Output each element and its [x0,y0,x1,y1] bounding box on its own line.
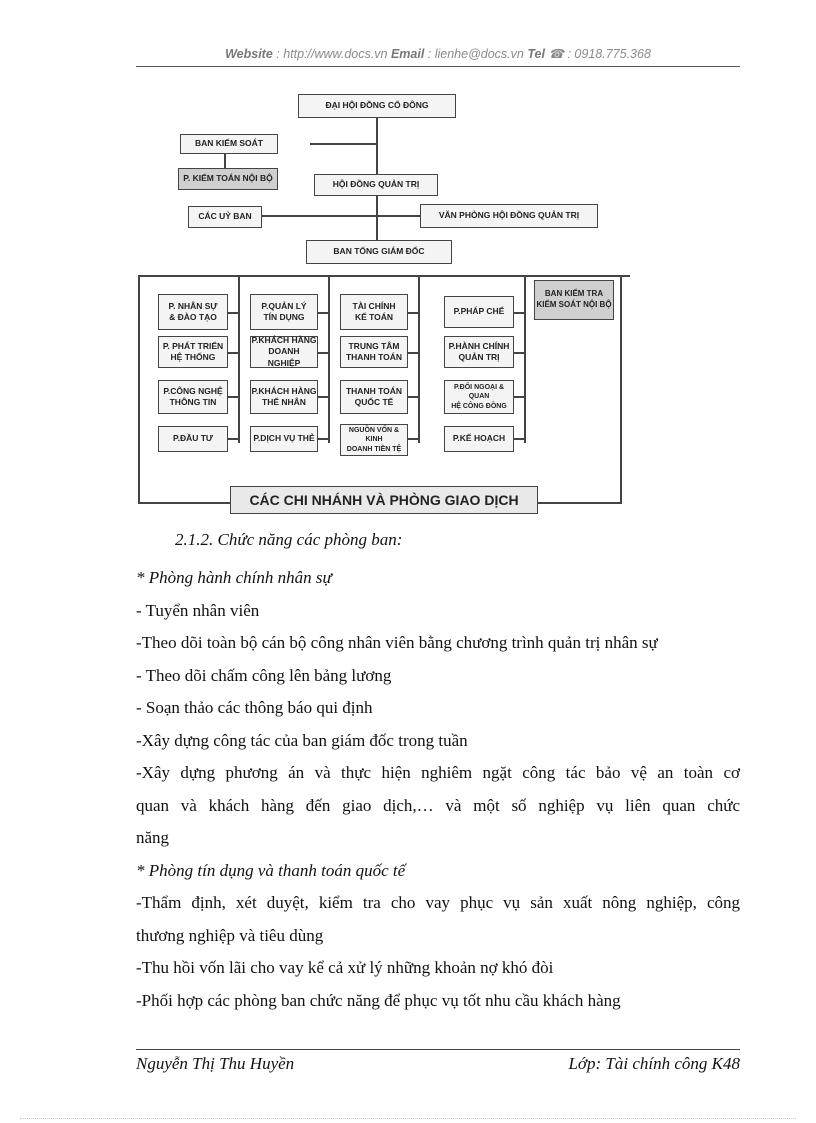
frame-bottom-right [538,502,622,504]
tick [408,396,420,398]
tick [514,396,526,398]
box-phap-che: P.PHÁP CHẾ [444,296,514,328]
footer-author: Nguyễn Thị Thu Huyền [136,1054,295,1073]
box-dhdcd: ĐẠI HỘI ĐỒNG CỔ ĐÔNG [298,94,456,118]
para: -Thẩm định, xét duyệt, kiểm tra cho vay phục vụ sản xuất nông nghiệp, công [136,893,740,912]
tick [514,312,526,314]
box-quan-ly-tin-dung: P.QUẢN LÝ TÍN DỤNG [250,294,318,330]
tick [408,438,420,440]
para: -Thu hồi vốn lãi cho vay kể cả xử lý những khoản nợ khó đòi [136,958,554,977]
tick [228,312,240,314]
frame-right [620,275,622,503]
page-header [136,46,740,61]
para: thương nghiệp và tiêu dùng [136,925,324,945]
col3-line [418,275,420,443]
box-van-phong-hdqt: VĂN PHÒNG HỘI ĐỒNG QUẢN TRỊ [420,204,598,228]
website-label: Website [225,47,273,61]
para: quan và khách hàng đến giao dịch,… và một số nghiệp vụ liên quan chức [136,795,740,815]
page-edge [20,1118,796,1119]
box-ke-hoach: P.KẾ HOẠCH [444,426,514,452]
col4-line [524,275,526,443]
tel-value: ☎ : 0918.775.368 [548,47,651,61]
email-label: Email [390,47,425,61]
box-khach-hang-the-nhan: P.KHÁCH HÀNG THỂ NHÂN [250,380,318,414]
frame-bottom-left [138,502,230,504]
box-thanh-toan-quoc-te: THANH TOÁN QUỐC TẾ [340,380,408,414]
tel-label: Tel [527,47,545,61]
box-nhan-su: P. NHÂN SỰ & ĐÀO TẠO [158,294,228,330]
website-value: : http://www.docs.vn [276,47,388,61]
box-cac-uy-ban: CÁC UỶ BAN [188,206,262,228]
tick [514,438,526,440]
footer-rule [136,1049,740,1050]
box-ban-kiem-tra: BAN KIỂM TRA KIỂM SOÁT NỘI BỘ [534,280,614,320]
connector-ktnb [224,153,226,169]
para: - Theo dõi chấm công lên bảng lương [136,665,392,685]
tick [228,396,240,398]
tick [408,312,420,314]
box-khach-hang-doanh-nghiep: P.KHÁCH HÀNG DOANH NGHIỆP [251,334,317,368]
box-nguon-von: NGUỒN VỐN & KINH DOANH TIỀN TỆ [340,424,408,456]
box-ban-tong-giam-doc: BAN TỔNG GIÁM ĐỐC [306,240,452,264]
para-heading-tindung: * Phòng tín dụng và thanh toán quốc tế [136,860,406,880]
box-doi-ngoai: P.ĐỐI NGOẠI & QUAN HỆ CÔNG ĐỒNG [444,380,514,414]
tick [318,438,330,440]
connector-bks [310,143,377,145]
section-title: 2.1.2. Chức năng các phòng ban: [175,530,403,549]
header-rule [136,66,740,67]
email-value: : lienhe@docs.vn [427,47,524,61]
col2-line [328,275,330,443]
tick [514,352,526,354]
para-heading-hcns: * Phòng hành chính nhân sự [136,568,332,587]
box-dich-vu-the: P.DỊCH VỤ THẺ [250,426,318,452]
tick [228,438,240,440]
tick [228,352,240,354]
box-trung-tam-thanh-toan: TRUNG TÂM THANH TOÁN [340,336,408,368]
frame-top [138,275,630,277]
para: năng [136,828,170,847]
para: - Tuyển nhân viên [136,600,260,620]
box-hdqt: HỘI ĐỒNG QUẢN TRỊ [314,174,438,196]
box-chi-nhanh: CÁC CHI NHÁNH VÀ PHÒNG GIAO DỊCH [230,486,538,514]
para: -Xây dựng phương án và thực hiện nghiêm ngặt công tác bảo vệ an toàn cơ [136,763,740,782]
para: -Xây dựng công tác của ban giám đốc trong tuần [136,730,468,750]
box-dau-tu: P.ĐẦU TƯ [158,426,228,452]
tick [318,312,330,314]
para: -Theo dõi toàn bộ cán bộ công nhân viên bằng chương trình quản trị nhân sự [136,633,658,652]
para: -Phối hợp các phòng ban chức năng để phục vụ tốt nhu cầu khách hàng [136,990,621,1010]
tick [318,352,330,354]
tick [318,396,330,398]
connector-uyban-vp [262,215,420,217]
frame-left [138,275,140,503]
box-phat-trien-he-thong: P. PHÁT TRIỂN HỆ THỐNG [158,336,228,368]
box-tai-chinh-ke-toan: TÀI CHÍNH KẾ TOÁN [340,294,408,330]
col1-line [238,275,240,443]
footer-class: Lớp: Tài chính công K48 [568,1054,740,1073]
para: - Soạn thảo các thông báo qui định [136,698,373,717]
tick [408,352,420,354]
body-text [136,562,740,1017]
box-ban-kiem-soat: BAN KIỂM SOÁT [180,134,278,154]
box-kiem-toan-noi-bo: P. KIỂM TOÁN NỘI BỘ [178,168,278,190]
box-hanh-chinh-quan-tri: P.HÀNH CHÍNH QUẢN TRỊ [444,336,514,368]
box-cong-nghe-thong-tin: P.CÔNG NGHỆ THÔNG TIN [158,380,228,414]
